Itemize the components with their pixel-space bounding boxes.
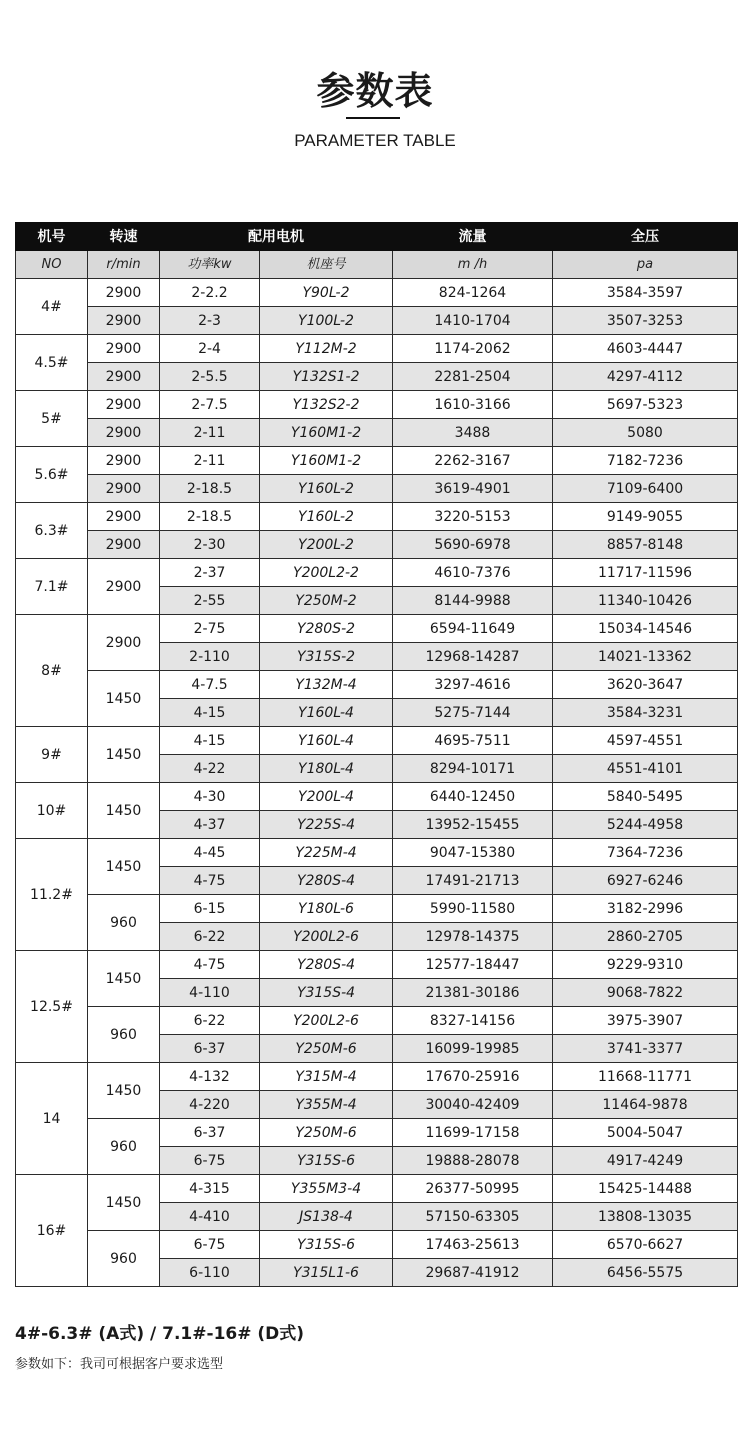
machine-no-cell: 4.5# bbox=[16, 335, 88, 391]
speed-cell: 1450 bbox=[88, 783, 160, 839]
pressure-cell: 3182-2996 bbox=[553, 895, 738, 923]
flow-cell: 19888-28078 bbox=[393, 1147, 553, 1175]
power-cell: 2-2.2 bbox=[160, 279, 260, 307]
pressure-cell: 15425-14488 bbox=[553, 1175, 738, 1203]
header-motor: 配用电机 bbox=[160, 223, 393, 251]
table-row bbox=[16, 839, 738, 867]
flow-cell: 12577-18447 bbox=[393, 951, 553, 979]
machine-no-cell: 11.2# bbox=[16, 839, 88, 951]
power-cell: 6-110 bbox=[160, 1259, 260, 1287]
power-cell: 6-22 bbox=[160, 923, 260, 951]
frame-cell: Y280S-2 bbox=[260, 615, 393, 643]
unit-frame: 机座号 bbox=[260, 251, 393, 279]
pressure-cell: 4597-4551 bbox=[553, 727, 738, 755]
table-row bbox=[16, 1119, 738, 1147]
machine-no-cell: 12.5# bbox=[16, 951, 88, 1063]
frame-cell: Y280S-4 bbox=[260, 951, 393, 979]
flow-cell: 8294-10171 bbox=[393, 755, 553, 783]
flow-cell: 12978-14375 bbox=[393, 923, 553, 951]
pressure-cell: 7182-7236 bbox=[553, 447, 738, 475]
flow-cell: 21381-30186 bbox=[393, 979, 553, 1007]
machine-no-cell: 7.1# bbox=[16, 559, 88, 615]
pressure-cell: 7364-7236 bbox=[553, 839, 738, 867]
page-title: 参数表 bbox=[316, 69, 434, 113]
flow-cell: 3297-4616 bbox=[393, 671, 553, 699]
table-row bbox=[16, 1175, 738, 1203]
frame-cell: Y112M-2 bbox=[260, 335, 393, 363]
flow-cell: 1174-2062 bbox=[393, 335, 553, 363]
speed-cell: 2900 bbox=[88, 531, 160, 559]
speed-cell: 2900 bbox=[88, 335, 160, 363]
frame-cell: Y160M1-2 bbox=[260, 419, 393, 447]
flow-cell: 26377-50995 bbox=[393, 1175, 553, 1203]
power-cell: 2-7.5 bbox=[160, 391, 260, 419]
table-row bbox=[16, 783, 738, 811]
power-cell: 2-110 bbox=[160, 643, 260, 671]
speed-cell: 1450 bbox=[88, 839, 160, 895]
frame-cell: Y315L1-6 bbox=[260, 1259, 393, 1287]
frame-cell: Y315S-6 bbox=[260, 1147, 393, 1175]
flow-cell: 2262-3167 bbox=[393, 447, 553, 475]
unit-power: 功率kw bbox=[160, 251, 260, 279]
frame-cell: JS138-4 bbox=[260, 1203, 393, 1231]
flow-cell: 8144-9988 bbox=[393, 587, 553, 615]
speed-cell: 2900 bbox=[88, 615, 160, 671]
flow-cell: 5990-11580 bbox=[393, 895, 553, 923]
model-type-note: 4#-6.3# (A式) / 7.1#-16# (D式) bbox=[15, 1324, 305, 1344]
frame-cell: Y160L-2 bbox=[260, 475, 393, 503]
selection-note: 参数如下：我司可根据客户要求选型 bbox=[15, 1357, 224, 1372]
pressure-cell: 5244-4958 bbox=[553, 811, 738, 839]
power-cell: 4-220 bbox=[160, 1091, 260, 1119]
flow-cell: 1610-3166 bbox=[393, 391, 553, 419]
flow-cell: 9047-15380 bbox=[393, 839, 553, 867]
flow-cell: 6594-11649 bbox=[393, 615, 553, 643]
speed-cell: 2900 bbox=[88, 391, 160, 419]
speed-cell: 2900 bbox=[88, 447, 160, 475]
table-row bbox=[16, 559, 738, 587]
power-cell: 6-15 bbox=[160, 895, 260, 923]
header-pressure: 全压 bbox=[553, 223, 738, 251]
frame-cell: Y200L-4 bbox=[260, 783, 393, 811]
frame-cell: Y180L-4 bbox=[260, 755, 393, 783]
header-flow: 流量 bbox=[393, 223, 553, 251]
power-cell: 6-75 bbox=[160, 1231, 260, 1259]
flow-cell: 17491-21713 bbox=[393, 867, 553, 895]
pressure-cell: 7109-6400 bbox=[553, 475, 738, 503]
power-cell: 6-37 bbox=[160, 1119, 260, 1147]
flow-cell: 3619-4901 bbox=[393, 475, 553, 503]
frame-cell: Y90L-2 bbox=[260, 279, 393, 307]
flow-cell: 17463-25613 bbox=[393, 1231, 553, 1259]
pressure-cell: 5840-5495 bbox=[553, 783, 738, 811]
pressure-cell: 5697-5323 bbox=[553, 391, 738, 419]
frame-cell: Y250M-6 bbox=[260, 1119, 393, 1147]
pressure-cell: 3620-3647 bbox=[553, 671, 738, 699]
frame-cell: Y160L-2 bbox=[260, 503, 393, 531]
header-row-main bbox=[16, 223, 738, 251]
power-cell: 2-4 bbox=[160, 335, 260, 363]
pressure-cell: 6456-5575 bbox=[553, 1259, 738, 1287]
pressure-cell: 4297-4112 bbox=[553, 363, 738, 391]
frame-cell: Y180L-6 bbox=[260, 895, 393, 923]
speed-cell: 2900 bbox=[88, 475, 160, 503]
table-row bbox=[16, 363, 738, 391]
power-cell: 2-18.5 bbox=[160, 503, 260, 531]
pressure-cell: 14021-13362 bbox=[553, 643, 738, 671]
speed-cell: 2900 bbox=[88, 363, 160, 391]
frame-cell: Y280S-4 bbox=[260, 867, 393, 895]
power-cell: 6-22 bbox=[160, 1007, 260, 1035]
frame-cell: Y315S-6 bbox=[260, 1231, 393, 1259]
frame-cell: Y250M-6 bbox=[260, 1035, 393, 1063]
flow-cell: 57150-63305 bbox=[393, 1203, 553, 1231]
frame-cell: Y200L2-6 bbox=[260, 1007, 393, 1035]
pressure-cell: 4551-4101 bbox=[553, 755, 738, 783]
speed-cell: 960 bbox=[88, 895, 160, 951]
frame-cell: Y160L-4 bbox=[260, 727, 393, 755]
pressure-cell: 4917-4249 bbox=[553, 1147, 738, 1175]
machine-no-cell: 5.6# bbox=[16, 447, 88, 503]
pressure-cell: 3741-3377 bbox=[553, 1035, 738, 1063]
pressure-cell: 11717-11596 bbox=[553, 559, 738, 587]
frame-cell: Y100L-2 bbox=[260, 307, 393, 335]
table-row bbox=[16, 671, 738, 699]
speed-cell: 2900 bbox=[88, 279, 160, 307]
header-row-units bbox=[16, 251, 738, 279]
power-cell: 6-37 bbox=[160, 1035, 260, 1063]
table-row bbox=[16, 727, 738, 755]
frame-cell: Y132M-4 bbox=[260, 671, 393, 699]
pressure-cell: 9149-9055 bbox=[553, 503, 738, 531]
table-row bbox=[16, 615, 738, 643]
power-cell: 2-55 bbox=[160, 587, 260, 615]
pressure-cell: 11668-11771 bbox=[553, 1063, 738, 1091]
frame-cell: Y250M-2 bbox=[260, 587, 393, 615]
table-row bbox=[16, 419, 738, 447]
frame-cell: Y225S-4 bbox=[260, 811, 393, 839]
table-body bbox=[16, 279, 738, 1287]
power-cell: 4-132 bbox=[160, 1063, 260, 1091]
table-row bbox=[16, 447, 738, 475]
flow-cell: 29687-41912 bbox=[393, 1259, 553, 1287]
flow-cell: 17670-25916 bbox=[393, 1063, 553, 1091]
unit-rpm: r/min bbox=[88, 251, 160, 279]
pressure-cell: 13808-13035 bbox=[553, 1203, 738, 1231]
flow-cell: 4695-7511 bbox=[393, 727, 553, 755]
page-subtitle: PARAMETER TABLE bbox=[294, 131, 456, 150]
parameter-table bbox=[15, 222, 738, 1287]
pressure-cell: 3975-3907 bbox=[553, 1007, 738, 1035]
power-cell: 4-315 bbox=[160, 1175, 260, 1203]
flow-cell: 11699-17158 bbox=[393, 1119, 553, 1147]
table-row bbox=[16, 1007, 738, 1035]
machine-no-cell: 5# bbox=[16, 391, 88, 447]
machine-no-cell: 9# bbox=[16, 727, 88, 783]
pressure-cell: 8857-8148 bbox=[553, 531, 738, 559]
pressure-cell: 15034-14546 bbox=[553, 615, 738, 643]
speed-cell: 2900 bbox=[88, 419, 160, 447]
pressure-cell: 5004-5047 bbox=[553, 1119, 738, 1147]
flow-cell: 13952-15455 bbox=[393, 811, 553, 839]
flow-cell: 824-1264 bbox=[393, 279, 553, 307]
pressure-cell: 3507-3253 bbox=[553, 307, 738, 335]
flow-cell: 16099-19985 bbox=[393, 1035, 553, 1063]
power-cell: 4-75 bbox=[160, 951, 260, 979]
flow-cell: 5690-6978 bbox=[393, 531, 553, 559]
unit-flow: m /h bbox=[393, 251, 553, 279]
table-row bbox=[16, 503, 738, 531]
power-cell: 2-11 bbox=[160, 447, 260, 475]
power-cell: 2-11 bbox=[160, 419, 260, 447]
machine-no-cell: 6.3# bbox=[16, 503, 88, 559]
frame-cell: Y200L2-2 bbox=[260, 559, 393, 587]
pressure-cell: 11340-10426 bbox=[553, 587, 738, 615]
power-cell: 4-15 bbox=[160, 727, 260, 755]
pressure-cell: 11464-9878 bbox=[553, 1091, 738, 1119]
table-row bbox=[16, 335, 738, 363]
flow-cell: 12968-14287 bbox=[393, 643, 553, 671]
power-cell: 2-3 bbox=[160, 307, 260, 335]
pressure-cell: 3584-3231 bbox=[553, 699, 738, 727]
frame-cell: Y355M-4 bbox=[260, 1091, 393, 1119]
speed-cell: 2900 bbox=[88, 559, 160, 615]
power-cell: 4-410 bbox=[160, 1203, 260, 1231]
pressure-cell: 6927-6246 bbox=[553, 867, 738, 895]
power-cell: 4-45 bbox=[160, 839, 260, 867]
flow-cell: 2281-2504 bbox=[393, 363, 553, 391]
speed-cell: 960 bbox=[88, 1007, 160, 1063]
pressure-cell: 6570-6627 bbox=[553, 1231, 738, 1259]
power-cell: 6-75 bbox=[160, 1147, 260, 1175]
frame-cell: Y200L2-6 bbox=[260, 923, 393, 951]
speed-cell: 2900 bbox=[88, 503, 160, 531]
table-row bbox=[16, 1063, 738, 1091]
machine-no-cell: 16# bbox=[16, 1175, 88, 1287]
power-cell: 4-7.5 bbox=[160, 671, 260, 699]
frame-cell: Y315S-4 bbox=[260, 979, 393, 1007]
power-cell: 4-37 bbox=[160, 811, 260, 839]
pressure-cell: 9068-7822 bbox=[553, 979, 738, 1007]
frame-cell: Y160L-4 bbox=[260, 699, 393, 727]
flow-cell: 4610-7376 bbox=[393, 559, 553, 587]
flow-cell: 5275-7144 bbox=[393, 699, 553, 727]
flow-cell: 1410-1704 bbox=[393, 307, 553, 335]
frame-cell: Y160M1-2 bbox=[260, 447, 393, 475]
frame-cell: Y355M3-4 bbox=[260, 1175, 393, 1203]
pressure-cell: 9229-9310 bbox=[553, 951, 738, 979]
power-cell: 2-75 bbox=[160, 615, 260, 643]
flow-cell: 8327-14156 bbox=[393, 1007, 553, 1035]
flow-cell: 6440-12450 bbox=[393, 783, 553, 811]
power-cell: 2-30 bbox=[160, 531, 260, 559]
table-row bbox=[16, 279, 738, 307]
frame-cell: Y132S1-2 bbox=[260, 363, 393, 391]
frame-cell: Y315M-4 bbox=[260, 1063, 393, 1091]
power-cell: 4-30 bbox=[160, 783, 260, 811]
table-row bbox=[16, 307, 738, 335]
speed-cell: 2900 bbox=[88, 307, 160, 335]
frame-cell: Y225M-4 bbox=[260, 839, 393, 867]
table-row bbox=[16, 1231, 738, 1259]
machine-no-cell: 14 bbox=[16, 1063, 88, 1175]
table-row bbox=[16, 531, 738, 559]
power-cell: 4-110 bbox=[160, 979, 260, 1007]
table-row bbox=[16, 391, 738, 419]
speed-cell: 1450 bbox=[88, 951, 160, 1007]
title-underline bbox=[346, 117, 400, 119]
power-cell: 4-22 bbox=[160, 755, 260, 783]
table-row bbox=[16, 895, 738, 923]
flow-cell: 30040-42409 bbox=[393, 1091, 553, 1119]
pressure-cell: 5080 bbox=[553, 419, 738, 447]
speed-cell: 960 bbox=[88, 1119, 160, 1175]
unit-no: NO bbox=[16, 251, 88, 279]
table-row bbox=[16, 475, 738, 503]
speed-cell: 1450 bbox=[88, 671, 160, 727]
machine-no-cell: 8# bbox=[16, 615, 88, 727]
table-row bbox=[16, 951, 738, 979]
power-cell: 2-5.5 bbox=[160, 363, 260, 391]
machine-no-cell: 4# bbox=[16, 279, 88, 335]
pressure-cell: 4603-4447 bbox=[553, 335, 738, 363]
power-cell: 2-18.5 bbox=[160, 475, 260, 503]
frame-cell: Y315S-2 bbox=[260, 643, 393, 671]
power-cell: 4-15 bbox=[160, 699, 260, 727]
pressure-cell: 2860-2705 bbox=[553, 923, 738, 951]
speed-cell: 1450 bbox=[88, 1175, 160, 1231]
speed-cell: 1450 bbox=[88, 1063, 160, 1119]
speed-cell: 1450 bbox=[88, 727, 160, 783]
header-speed: 转速 bbox=[88, 223, 160, 251]
flow-cell: 3488 bbox=[393, 419, 553, 447]
frame-cell: Y132S2-2 bbox=[260, 391, 393, 419]
unit-pressure: pa bbox=[553, 251, 738, 279]
pressure-cell: 3584-3597 bbox=[553, 279, 738, 307]
header-machine-no: 机号 bbox=[16, 223, 88, 251]
flow-cell: 3220-5153 bbox=[393, 503, 553, 531]
frame-cell: Y200L-2 bbox=[260, 531, 393, 559]
power-cell: 4-75 bbox=[160, 867, 260, 895]
power-cell: 2-37 bbox=[160, 559, 260, 587]
machine-no-cell: 10# bbox=[16, 783, 88, 839]
speed-cell: 960 bbox=[88, 1231, 160, 1287]
